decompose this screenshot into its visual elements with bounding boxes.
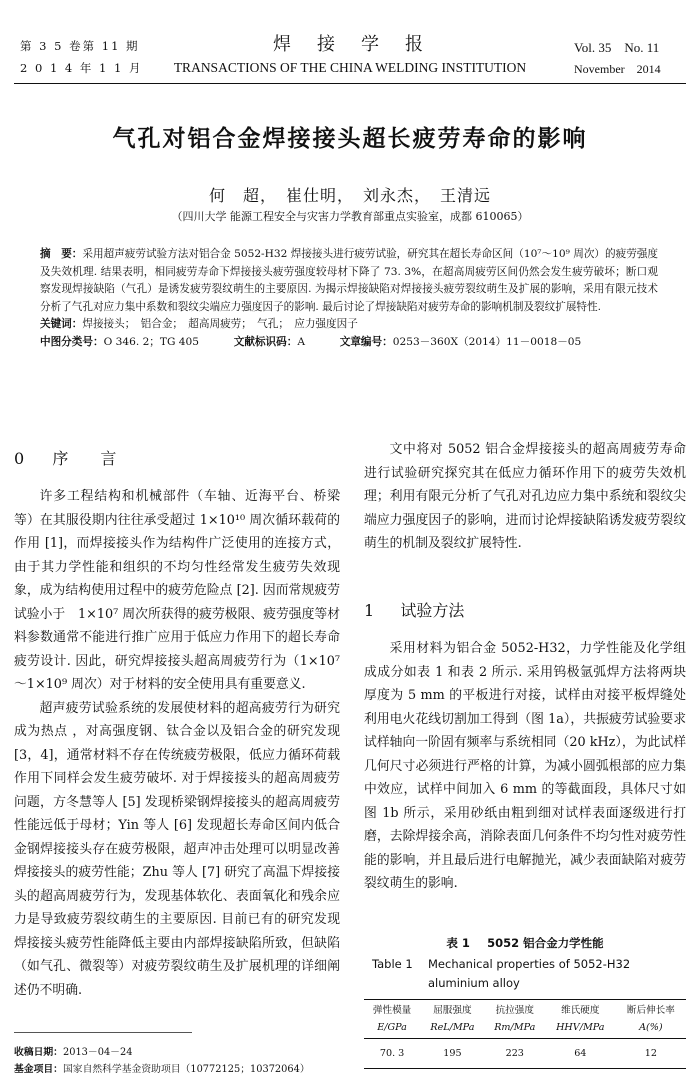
journal-name-en: TRANSACTIONS OF THE CHINA WELDING INSTITUTION — [173, 60, 527, 75]
abstract — [40, 246, 658, 351]
article-no-value: 0253－360X（2014）11－0018－05 — [392, 335, 582, 348]
section-0-body — [14, 485, 340, 1002]
abstract-label: 摘 要： — [40, 248, 83, 260]
article-authors: 何 超， 崔仕明， 刘永杰， 王清远 — [208, 186, 491, 205]
table-1-data-cell: 70. 3 — [379, 1047, 405, 1059]
table-1-unit-cell: A(%) — [639, 1022, 663, 1034]
table-1-unit-cell: E/GPa — [377, 1022, 407, 1034]
table-1-header-cell: 抗拉强度 — [495, 1005, 534, 1016]
table-1-label-en: Table 1 — [372, 957, 413, 971]
table-1-header-cell: 断后伸长率 — [626, 1005, 675, 1016]
journal-volume-en: Vol. 35 No. 11 — [574, 40, 660, 55]
footnote — [14, 1044, 354, 1078]
fund-value: 国家自然科学基金资助项目（10772125；10372064） — [62, 1064, 310, 1075]
table-1-unit-cell: HHV/MPa — [556, 1022, 605, 1034]
table-1-label-cn: 表 1 — [446, 936, 470, 950]
table-1-data-cell: 195 — [443, 1047, 462, 1059]
table-1-title-en: Mechanical properties of 5052-H32 aluminium alloy — [428, 957, 631, 990]
section-1-title: 试验方法 — [400, 601, 465, 620]
journal-date-cn: 2 0 1 4 年 1 1 月 — [20, 61, 143, 75]
table-1-grid — [364, 1000, 686, 1068]
section-1-heading — [364, 598, 464, 621]
table-1-unit-cell: ReL/MPa — [430, 1022, 475, 1034]
received-date — [14, 1044, 354, 1061]
intro-continuation-paragraph: 文中将对 5052 铝合金焊接接头的超高周疲劳寿命进行试验研究探究其在低应力循环作用下的疲劳失效机理；利用有限元分析了气孔对孔边应力集中系统和裂纹尖端应力强度因子的影响，进而讨论焊接缺陷诱发疲劳裂纹萌生的机制及裂纹扩展特性. — [364, 442, 686, 551]
section-1-paragraph-1: 采用材料为铝合金 5052-H32，力学性能及化学组成成分如表 1 和表 2 所示. 采用钨极氩弧焊方法将两块厚度为 5 mm 的平板进行对接，试样由对接平板焊缝处利用电火花线切割加工得到（图 1a），共振疲劳试验要求试样轴向一阶固有频率与系统相同（20 kHz），为此试样几何尺寸必须进行严格的计算，为减小圆弧根部的应力集中效应，试样中间加入 6 mm 的等截面段，具体尺寸如图 1b 所示，采用砂纸由粗到细对试样表面逐级进行打磨，去除焊接余高，消除表面几何条件不均匀性对疲劳性能的影响，并且最后进行电解抛光，减少表面缺陷对疲劳裂纹萌生的影响. — [364, 641, 686, 891]
clc-label: 中图分类号： — [40, 335, 104, 348]
section-0-paragraph-2: 超声疲劳试验系统的发展使材料的超高疲劳行为研究成为热点 ，对高强度钢、钛合金以及铝合金的研究发现 [3，4]，通常材料不存在传统疲劳极限，低应力循环荷载作用下同样会发生疲劳破坏. 对于焊接接头的超高周疲劳问题，方冬慧等人 [5] 发现桥梁钢焊接接头的超高周疲劳性能远低于母材；Yin 等人 [6] 发现超长寿命区间内低合金钢焊接接头存在疲劳极限，超声冲击处理可以明显改善焊接接头的疲劳性能；Zhu 等人 [7] 研究了高温下焊接接头的超高周疲劳行为，发现基体软化、表面氧化和残余应力是导致疲劳裂纹萌生的主要原因. 目前已有的研究发现焊接接头疲劳性能降低主要由内部焊接缺陷所致，但缺陷（如气孔、微裂等）对疲劳裂纹萌生及扩展机理的详细阐述仍不明确. — [14, 700, 340, 998]
table-1-header-cell: 弹性模量 — [372, 1005, 412, 1016]
table-1-data-row — [364, 1038, 686, 1068]
table-1-title-cn: 5052 铝合金力学性能 — [487, 936, 604, 950]
table-1-header-cell: 维氏硬度 — [561, 1005, 600, 1016]
section-1-body — [364, 637, 686, 896]
section-1-number: 1 — [364, 601, 375, 620]
table-1-data-cell: 64 — [574, 1047, 587, 1059]
clc-value: O 346. 2；TG 405 — [103, 335, 200, 348]
table-1-caption-cn — [364, 934, 686, 953]
section-0-paragraph-1: 许多工程结构和机械部件（车轴、近海平台、桥梁等）在其服役期内往往承受超过 1×10¹⁰ 周次循环载荷的作用 [1]，而焊接接头作为结构件广泛使用的连接方式，由于其力学性能和组织的不均匀性经常发生疲劳失效现象，成为结构使用过程中的疲劳危险点 [2]. 因而常规疲劳试验小于 1×10⁷ 周次所获得的疲劳极限、疲劳强度等材料参数通常不能进行推广应用于低应力作用下的超长寿命疲劳设计. 因此，研究焊接接头超高周疲劳行为（1×10⁷～1×10⁹ 周次）对于材料的安全使用具有重要意义. — [14, 489, 340, 692]
classification-line — [40, 334, 658, 352]
article-no-label: 文章编号： — [339, 335, 393, 348]
keywords-label: 关键词： — [40, 318, 83, 330]
section-0-heading — [14, 446, 116, 469]
journal-date-en: November 2014 — [574, 62, 661, 76]
fund-label: 基金项目： — [14, 1064, 63, 1075]
article-title: 气孔对铝合金焊接接头超长疲劳寿命的影响 — [112, 126, 588, 152]
received-label: 收稿日期： — [14, 1047, 63, 1058]
section-0-title: 序 言 — [52, 449, 117, 468]
keywords — [40, 316, 658, 334]
article-affiliation: （四川大学 能源工程安全与灾害力学教育部重点实验室，成都 610065） — [171, 210, 529, 223]
abstract-text: 采用超声疲劳试验方法对铝合金 5052-H32 焊接接头进行疲劳试验，研究其在超长寿命区间（10⁷～10⁹ 周次）的疲劳强度及失效机理. 结果表明，相同疲劳寿命下焊接接头疲劳强度较母材下降了 73. 3%，在超高周疲劳区间仍然会发生疲劳破坏；断口观察发现焊接缺陷（气孔）是诱发疲劳裂纹萌生的主要原因. 为揭示焊接缺陷对焊接接头疲劳裂纹萌生及扩展的影响，采用有限元技术分析了气孔对应力集中系数和裂纹尖端应力强度因子的影响. 最后讨论了焊接缺陷对疲劳寿命的影响机制及裂纹扩展特性. — [40, 248, 659, 313]
table-1-unit-row — [364, 1018, 686, 1038]
table-1-header-cell: 屈服强度 — [433, 1005, 472, 1016]
journal-volume-cn: 第 3 5 卷第 11 期 — [20, 39, 140, 53]
abstract-body — [40, 246, 658, 316]
table-1 — [364, 999, 686, 1069]
header-rule — [14, 83, 686, 84]
journal-name-cn: 焊 接 学 报 — [273, 34, 427, 55]
section-0-number: 0 — [14, 449, 25, 468]
fund-info — [14, 1061, 354, 1078]
intro-continuation — [364, 438, 686, 556]
table-1-data-cell: 12 — [644, 1047, 657, 1059]
keywords-text: 焊接接头； 铝合金； 超高周疲劳； 气孔； 应力强度因子 — [82, 318, 358, 330]
table-1-data-cell: 223 — [505, 1047, 524, 1059]
received-value: 2013－04－24 — [62, 1047, 133, 1058]
doc-code-value: A — [297, 335, 305, 348]
doc-code-label: 文献标识码： — [233, 335, 298, 348]
footnote-rule — [14, 1032, 192, 1033]
table-1-unit-cell: Rm/MPa — [494, 1022, 536, 1034]
table-1-header-row — [364, 1000, 686, 1018]
